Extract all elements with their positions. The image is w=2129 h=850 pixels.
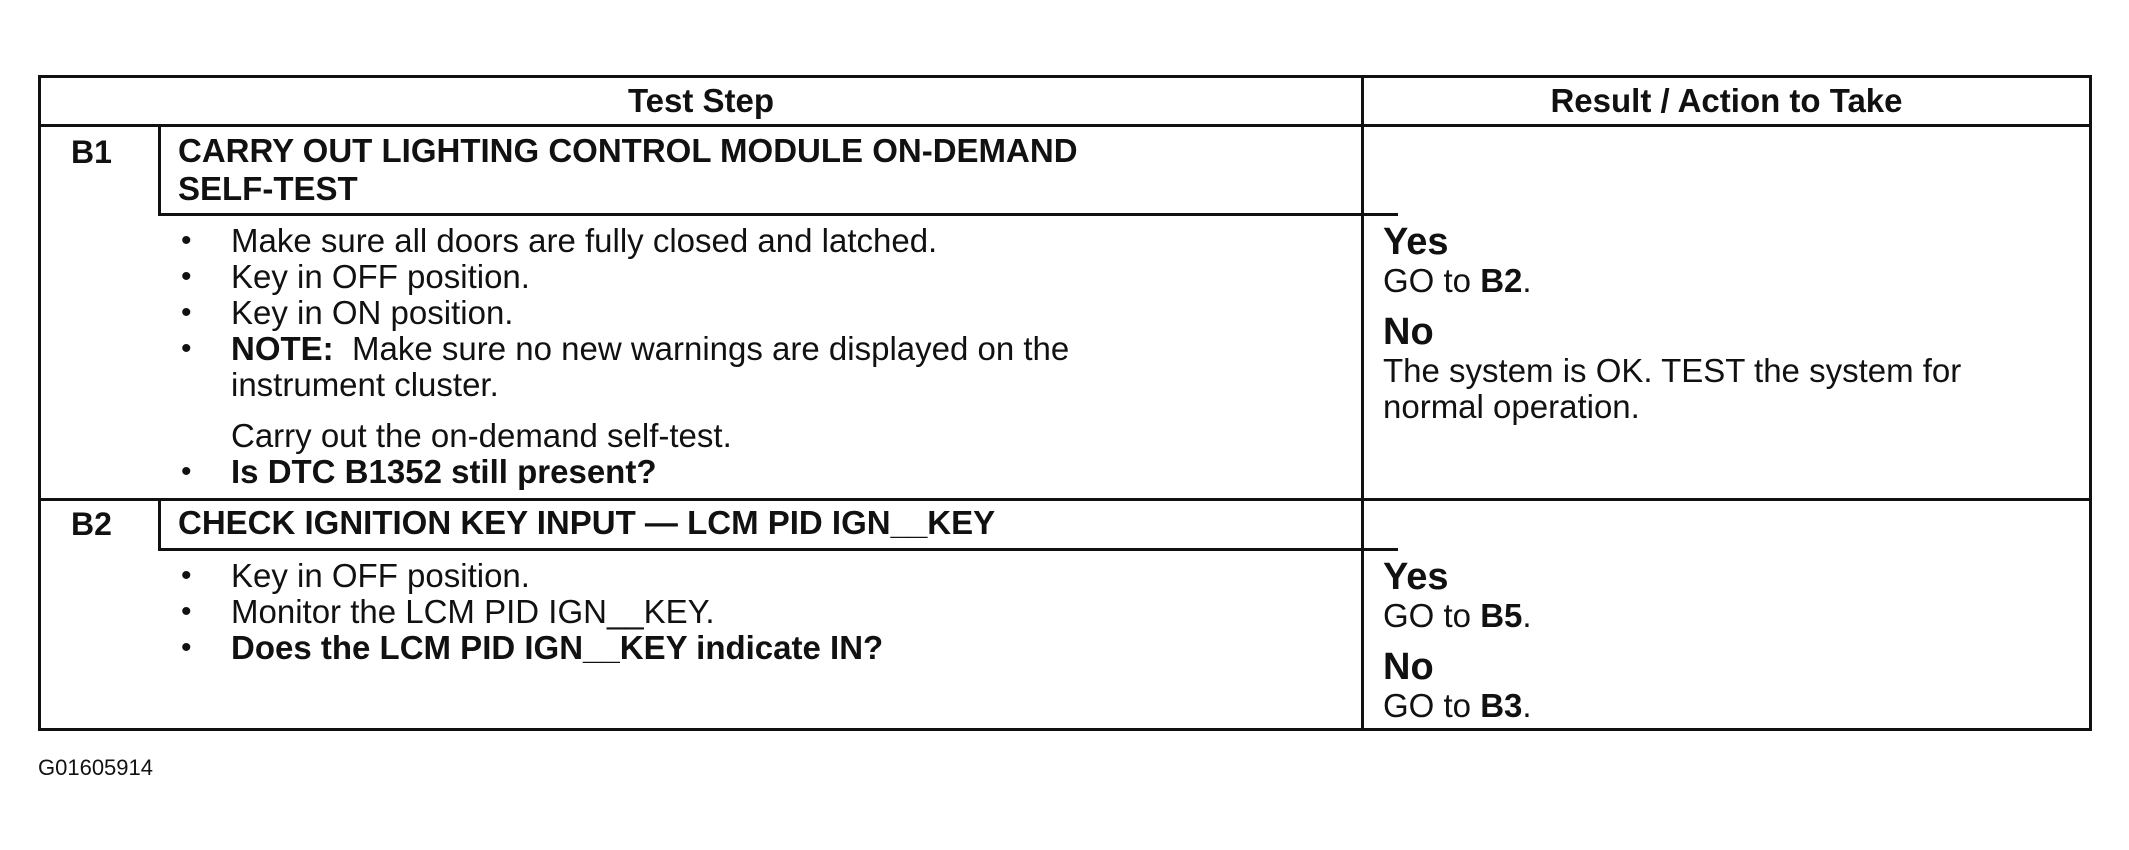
- bullet-icon: •: [181, 332, 192, 365]
- step-id-b2: B2: [71, 506, 112, 542]
- bullet-icon: •: [181, 455, 192, 488]
- b1-no-action-line2: normal operation.: [1383, 388, 1640, 425]
- bullet-icon: •: [181, 260, 192, 293]
- b2-no-action: GO to B3.: [1383, 687, 1532, 724]
- question-item: [181, 629, 1351, 666]
- b2-title-divider: [158, 548, 1398, 551]
- b1-question-list: [181, 453, 1351, 490]
- note-item: [181, 330, 1351, 403]
- list-item: • Make sure all doors are fully closed and latched.: [181, 222, 938, 259]
- question-item: [181, 453, 1351, 490]
- b1-result: [1383, 221, 2083, 425]
- header-result-action: Result / Action to Take: [1550, 82, 1903, 119]
- b1-yes-label: Yes: [1383, 221, 1449, 263]
- step-title-b1: [178, 132, 1078, 208]
- b1-no-action-line1: The system is OK. TEST the system for: [1383, 352, 1962, 389]
- step-title-b1-line1: CARRY OUT LIGHTING CONTROL MODULE ON-DEMAND: [178, 132, 1078, 169]
- column-divider: [1361, 78, 1364, 728]
- list-item: • Key in OFF position.: [181, 557, 530, 594]
- note-label: NOTE:: [231, 330, 334, 367]
- step-id-b1: B1: [71, 134, 112, 170]
- b2-bullet-list: [181, 557, 1351, 666]
- header-divider: [41, 124, 2089, 127]
- step-title-b1-line2: SELF-TEST: [178, 170, 358, 207]
- figure-id: G01605914: [38, 755, 153, 780]
- b1-plain-instruction: Carry out the on-demand self-test.: [231, 417, 732, 454]
- note-text-line1: Make sure no new warnings are displayed on the: [352, 330, 1070, 367]
- b1-yes-action: GO to B2.: [1383, 262, 1532, 299]
- b1-no-label: No: [1383, 311, 1434, 353]
- b2-no-label: No: [1383, 646, 1434, 688]
- list-item: • Key in ON position.: [181, 294, 514, 331]
- b1-bullet-list: [181, 222, 1351, 403]
- bullet-icon: •: [181, 631, 192, 664]
- bullet-icon: •: [181, 224, 192, 257]
- list-item: • Key in OFF position.: [181, 258, 530, 295]
- b2-id-divider: [158, 498, 161, 548]
- b1-b2-divider: [41, 498, 2089, 501]
- b2-question: Does the LCM PID IGN__KEY indicate IN?: [231, 629, 884, 666]
- bullet-icon: •: [181, 595, 192, 628]
- b1-question: Is DTC B1352 still present?: [231, 453, 657, 490]
- step-title-b2: CHECK IGNITION KEY INPUT — LCM PID IGN__KEY: [178, 504, 996, 541]
- b1-id-divider: [158, 124, 161, 213]
- b2-result: [1383, 556, 2083, 724]
- b2-yes-label: Yes: [1383, 556, 1449, 598]
- list-item: • Monitor the LCM PID IGN__KEY.: [181, 593, 715, 630]
- bullet-icon: •: [181, 559, 192, 592]
- bullet-icon: •: [181, 296, 192, 329]
- note-text-line2: instrument cluster.: [231, 366, 499, 403]
- b1-title-divider: [158, 213, 1398, 216]
- test-step-table: [38, 75, 2092, 731]
- header-test-step: Test Step: [627, 82, 775, 119]
- b2-yes-action: GO to B5.: [1383, 597, 1532, 634]
